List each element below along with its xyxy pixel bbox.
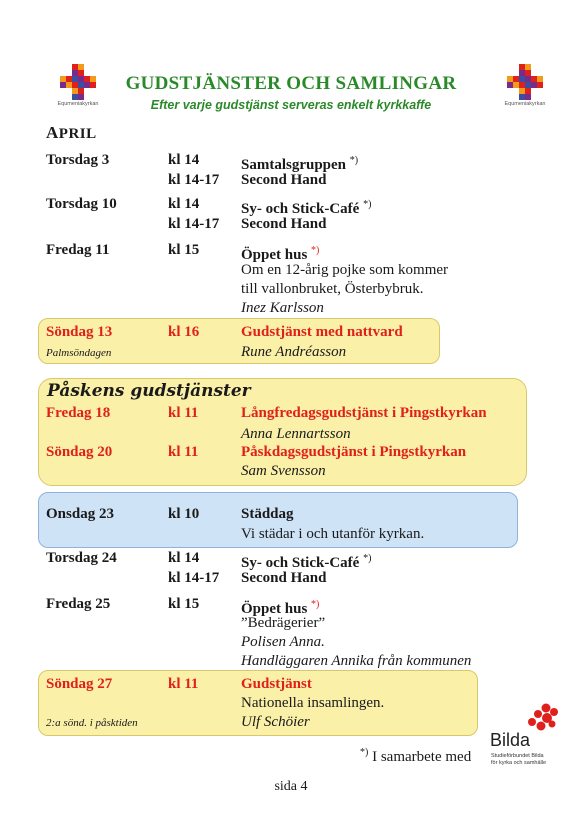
easter-1-person: Anna Lennartsson [241, 426, 351, 442]
event-4-activity: Gudstjänst med nattvard [241, 324, 403, 340]
event-4-time: kl 16 [168, 324, 200, 340]
month-rest: PRIL [58, 126, 97, 142]
bilda-logo-text: Bilda [490, 730, 531, 750]
event-3-line-1: Om en 12-årig pojke som kommer [241, 262, 449, 278]
event-2-day: Torsdag 10 [46, 196, 117, 212]
event-5-day: Onsdag 23 [46, 506, 114, 522]
event-5-line-1: Vi städar i och utanför kyrkan. [241, 526, 425, 542]
easter-2-time: kl 11 [168, 444, 199, 460]
event-2-mark: *) [363, 199, 372, 210]
easter-heading: Påskens gudstjänster [47, 381, 251, 401]
page-number: sida 4 [274, 779, 308, 794]
month-initial: A [46, 123, 59, 142]
event-5-activity: Städdag [241, 506, 294, 522]
event-8-activity: Gudstjänst [241, 676, 312, 692]
event-3-mark: *) [311, 245, 320, 256]
event-8-note: 2:a sönd. i påsktiden [46, 717, 138, 729]
easter-1-activity: Långfredagsgudstjänst i Pingstkyrkan [241, 405, 487, 421]
event-4-day: Söndag 13 [46, 324, 113, 340]
event-2-time-1: kl 14 [168, 196, 200, 212]
easter-2-person: Sam Svensson [241, 463, 326, 479]
event-3-person: Inez Karlsson [241, 300, 324, 316]
bilda-caption [491, 753, 546, 766]
easter-2-day: Söndag 20 [46, 444, 113, 460]
event-3-time: kl 15 [168, 242, 200, 258]
bilda-logo-icon [520, 702, 560, 732]
event-3-day: Fredag 11 [46, 242, 110, 258]
event-7-day: Fredag 25 [46, 596, 111, 612]
event-1-mark: *) [349, 155, 359, 166]
event-6-activity-1-text: Sy- och Stick-Café [241, 555, 360, 571]
easter-1-time: kl 11 [168, 405, 199, 421]
event-7-mark: *) [311, 599, 320, 610]
easter-1-day: Fredag 18 [46, 405, 111, 421]
event-7-person-1: Polisen Anna. [241, 634, 325, 650]
event-7-time: kl 15 [168, 596, 200, 612]
logo-caption-left: Equmeniakyrkan [57, 101, 99, 107]
event-8-time: kl 11 [168, 676, 199, 692]
event-3-line-2: till vallonbruket, Österbybruk. [241, 281, 424, 297]
month-heading [46, 123, 97, 143]
event-1-time-2: kl 14-17 [168, 172, 220, 188]
logo-caption-right: Equmeniakyrkan [504, 101, 546, 107]
event-1-time-1: kl 14 [168, 152, 200, 168]
event-7-person-2: Handläggaren Annika från kommunen [241, 653, 472, 669]
event-5-time: kl 10 [168, 506, 200, 522]
event-6-day: Torsdag 24 [46, 550, 117, 566]
cooperation-note [360, 742, 471, 768]
event-6-time-2: kl 14-17 [168, 570, 220, 586]
footnote-mark: *) [360, 747, 369, 758]
event-3-activity-text: Öppet hus [241, 247, 308, 263]
event-8-line-1: Nationella insamlingen. [241, 695, 385, 711]
event-1-activity-2: Second Hand [241, 172, 327, 188]
event-1-activity-1-text: Samtalsgruppen [241, 157, 347, 173]
event-6-time-1: kl 14 [168, 550, 200, 566]
event-7-activity-text: Öppet hus [241, 601, 308, 617]
event-1-day: Torsdag 3 [46, 152, 110, 168]
event-8-day: Söndag 27 [46, 676, 113, 692]
bilda-caption-line-1: Studieförbundet Bilda [491, 753, 544, 759]
cooperation-text: I samarbete med [372, 749, 472, 765]
event-4-note: Palmsöndagen [46, 347, 112, 359]
event-7-line-1: ”Bedrägerier” [241, 615, 326, 631]
event-8-person: Ulf Schöier [241, 714, 310, 730]
page-subtitle: Efter varje gudstjänst serveras enkelt kyrkkaffe [150, 98, 432, 112]
event-4-person: Rune Andréasson [241, 344, 347, 360]
event-2-time-2: kl 14-17 [168, 216, 220, 232]
event-2-activity-1-text: Sy- och Stick-Café [241, 201, 360, 217]
event-2-activity-2: Second Hand [241, 216, 327, 232]
page-title: GUDSTJÄNSTER OCH SAMLINGAR [125, 73, 457, 94]
event-6-activity-2: Second Hand [241, 570, 327, 586]
bilda-caption-line-2: för kyrka och samhälle [491, 759, 547, 766]
event-6-mark: *) [363, 553, 372, 564]
easter-2-activity: Påskdagsgudstjänst i Pingstkyrkan [241, 444, 467, 460]
